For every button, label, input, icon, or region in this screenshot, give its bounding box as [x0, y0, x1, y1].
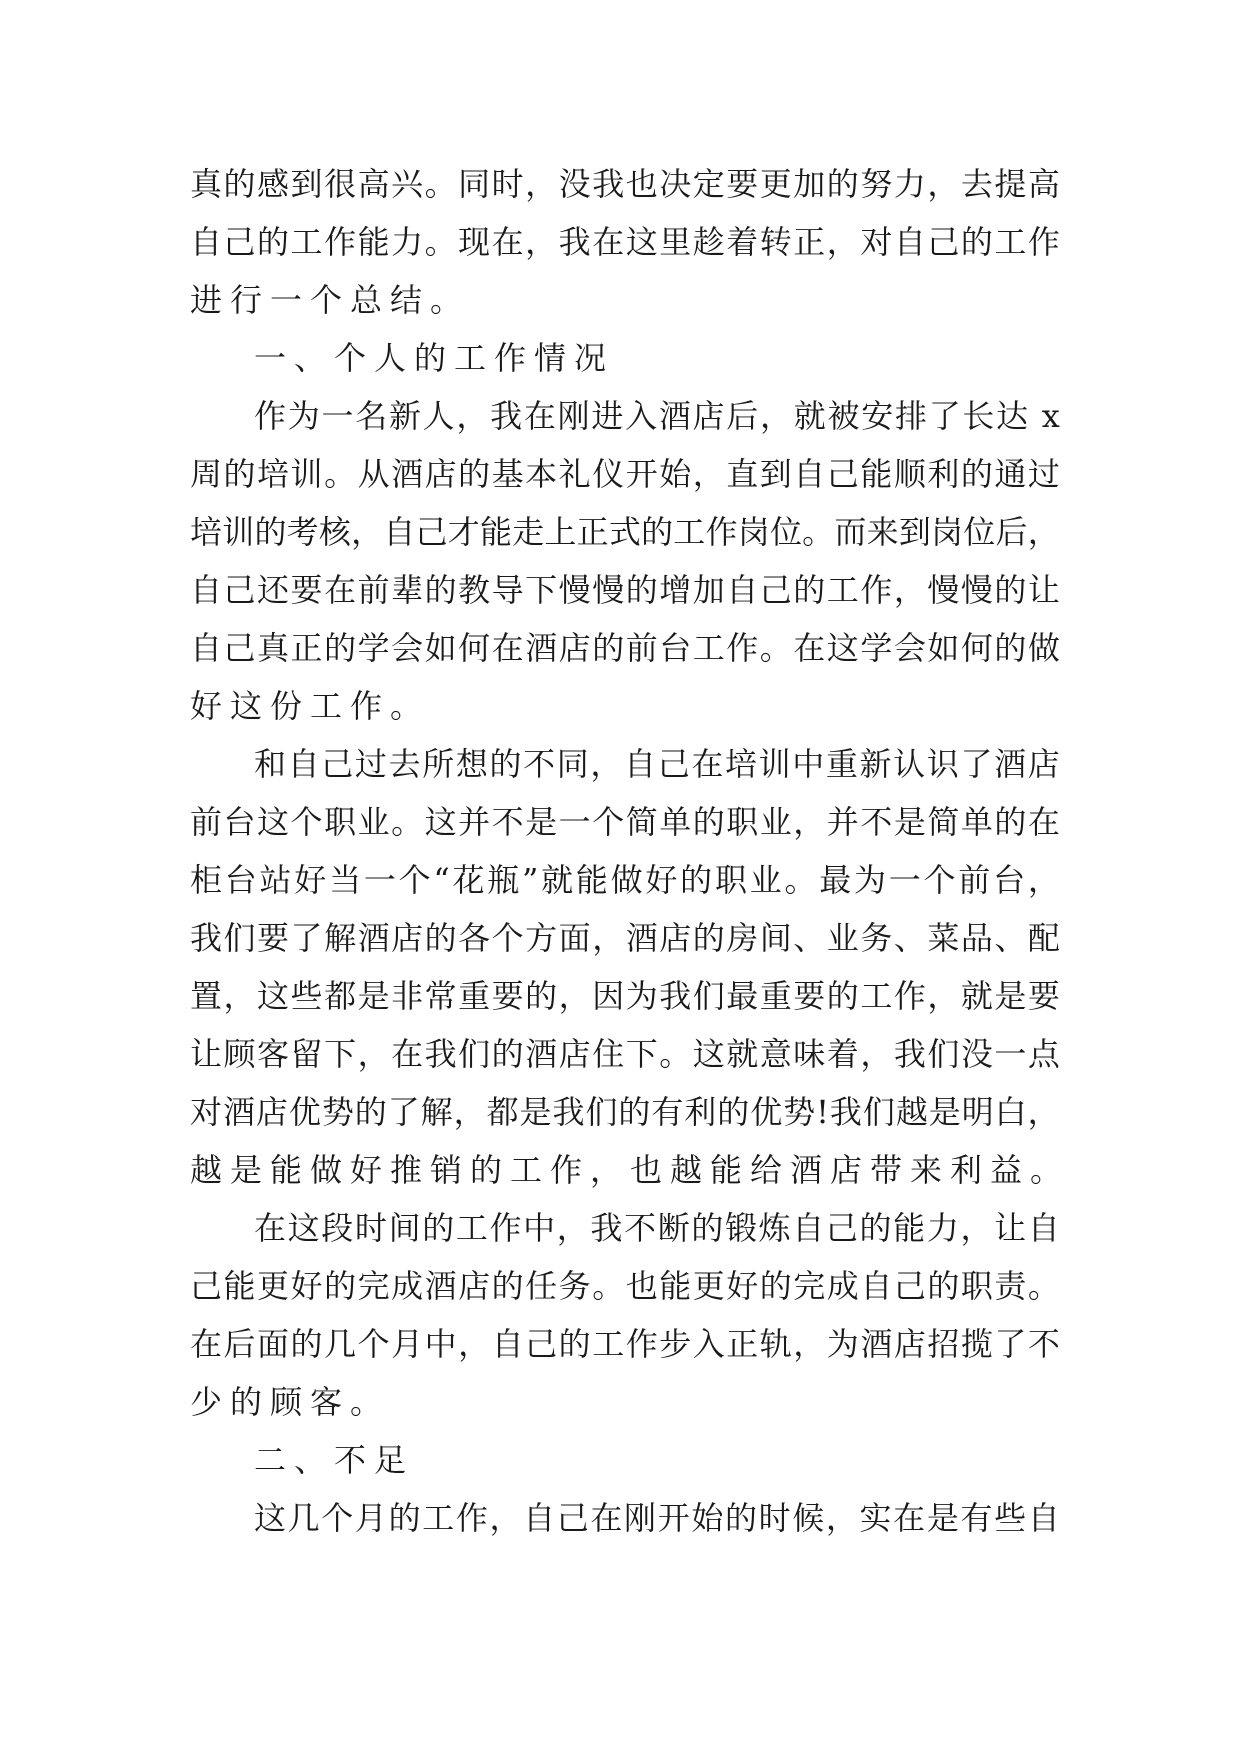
text-line: 好这份工作。: [190, 687, 431, 725]
paragraph-first-line: 和 自 己 过 去 所 想 的 不 同 ， 自 己 在 培 训 中 重 新 认 识 了 酒 店: [254, 745, 1060, 783]
section-heading: 二、不足: [254, 1441, 415, 1479]
text-line: 培 训 的 考 核 ， 自 己 才 能 走 上 正 式 的 工 作 岗 位 。 而 来 到 岗 位 后 ，: [190, 513, 1060, 551]
text-line: 在 后 面 的 几 个 月 中 ， 自 己 的 工 作 步 入 正 轨 ， 为 酒 店 招 揽 了 不: [190, 1325, 1060, 1363]
text-line: 对 酒 店 优 势 的 了 解 ， 都 是 我 们 的 有 利 的 优 势 ! 我 们 越 是 明 白 ，: [190, 1093, 1060, 1131]
paragraph-first-line: 在 这 段 时 间 的 工 作 中 ， 我 不 断 的 锻 炼 自 己 的 能 力 ， 让 自: [254, 1209, 1060, 1247]
text-line: 前 台 这 个 职 业 。 这 并 不 是 一 个 简 单 的 职 业 ， 并 不 是 简 单 的 在: [190, 803, 1060, 841]
text-line: 我 们 要 了 解 酒 店 的 各 个 方 面 ， 酒 店 的 房 间 、 业 务 、 菜 品 、 配: [190, 919, 1060, 957]
text-line: 真 的 感 到 很 高 兴 。 同 时 ， 没 我 也 决 定 要 更 加 的 努 力 ， 去 提 高: [190, 165, 1060, 203]
document-body: [190, 155, 1071, 1547]
text-line: 置 ， 这 些 都 是 非 常 重 要 的 ， 因 为 我 们 最 重 要 的 工 作 ， 就 是 要: [190, 977, 1060, 1015]
text-line: 少的顾客。: [190, 1383, 391, 1421]
text-line: 进行一个总结。: [190, 281, 471, 319]
text-line: 己 能 更 好 的 完 成 酒 店 的 任 务 。 也 能 更 好 的 完 成 自 己 的 职 责 。: [190, 1267, 1060, 1305]
text-line: 让 顾 客 留 下 ， 在 我 们 的 酒 店 住 下 。 这 就 意 味 着 ， 我 们 没 一 点: [190, 1035, 1060, 1073]
text-line: 周 的 培 训 。 从 酒 店 的 基 本 礼 仪 开 始 ， 直 到 自 己 能 顺 利 的 通 过: [190, 455, 1060, 493]
paragraph-first-line: 作 为 一 名 新 人 ， 我 在 刚 进 入 酒 店 后 ， 就 被 安 排 了 长 达 x: [254, 397, 1060, 435]
text-line: 自 己 的 工 作 能 力 。 现 在 ， 我 在 这 里 趁 着 转 正 ， 对 自 己 的 工 作: [190, 223, 1060, 261]
text-line: 自 己 还 要 在 前 辈 的 教 导 下 慢 慢 的 增 加 自 己 的 工 作 ， 慢 慢 的 让: [190, 571, 1060, 609]
text-line: 越是能做好推销的工作，也越能给酒店带来利益。: [190, 1151, 1071, 1189]
section-heading: 一、个人的工作情况: [254, 339, 615, 377]
text-line: 柜 台 站 好 当 一 个 “ 花 瓶 ” 就 能 做 好 的 职 业 。 最 为 一 个 前 台 ，: [190, 861, 1060, 899]
text-line: 自 己 真 正 的 学 会 如 何 在 酒 店 的 前 台 工 作 。 在 这 学 会 如 何 的 做: [190, 629, 1060, 667]
paragraph-first-line: 这 几 个 月 的 工 作 ， 自 己 在 刚 开 始 的 时 候 ， 实 在 是 有 些 自: [254, 1499, 1060, 1537]
